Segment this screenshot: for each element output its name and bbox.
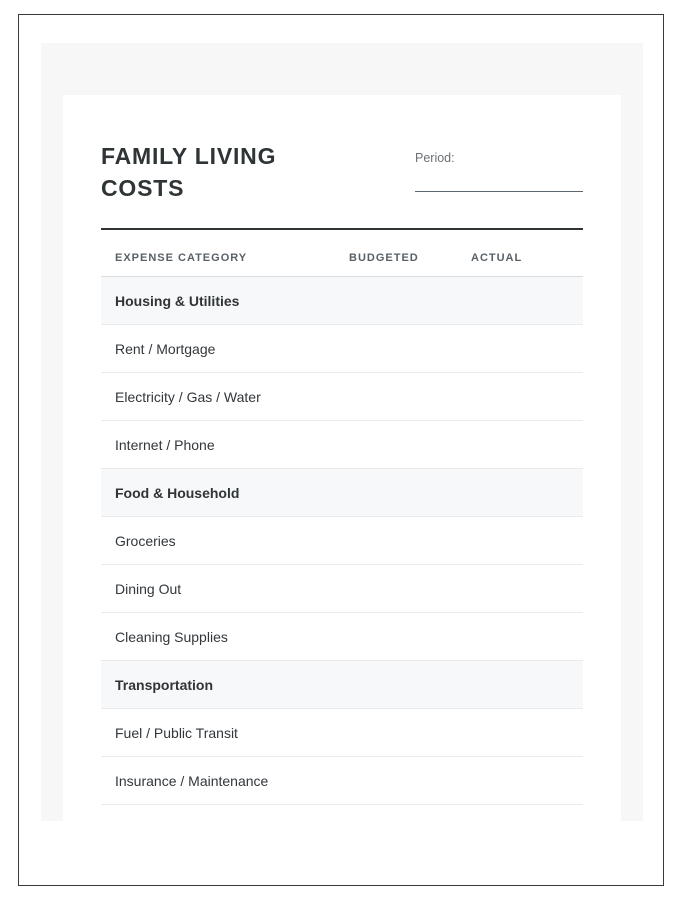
budgeted-cell xyxy=(349,277,471,325)
budgeted-cell[interactable] xyxy=(349,709,471,757)
budgeted-cell[interactable] xyxy=(349,373,471,421)
actual-cell[interactable] xyxy=(471,613,583,661)
budgeted-cell[interactable] xyxy=(349,565,471,613)
expense-table xyxy=(101,230,583,805)
table-section-row xyxy=(101,469,583,517)
section-label: Food & Household xyxy=(101,469,349,517)
period-field-group xyxy=(415,151,583,192)
actual-cell[interactable] xyxy=(471,517,583,565)
expense-category-label: Groceries xyxy=(101,517,349,565)
expense-category-label: Insurance / Maintenance xyxy=(101,757,349,805)
budgeted-cell[interactable] xyxy=(349,325,471,373)
expense-table-body xyxy=(101,277,583,805)
table-header-row xyxy=(101,230,583,277)
table-section-row xyxy=(101,277,583,325)
period-label: Period: xyxy=(415,151,455,165)
column-header-category: EXPENSE CATEGORY xyxy=(101,230,349,277)
column-header-actual: ACTUAL xyxy=(471,230,583,277)
budgeted-cell[interactable] xyxy=(349,517,471,565)
actual-cell[interactable] xyxy=(471,565,583,613)
expense-category-label: Electricity / Gas / Water xyxy=(101,373,349,421)
budgeted-cell xyxy=(349,661,471,709)
document-viewport[interactable] xyxy=(41,43,643,821)
document-header xyxy=(101,141,583,204)
actual-cell xyxy=(471,277,583,325)
actual-cell[interactable] xyxy=(471,421,583,469)
actual-cell[interactable] xyxy=(471,325,583,373)
section-label: Housing & Utilities xyxy=(101,277,349,325)
expense-category-label: Internet / Phone xyxy=(101,421,349,469)
budgeted-cell xyxy=(349,469,471,517)
expense-category-label: Cleaning Supplies xyxy=(101,613,349,661)
table-row xyxy=(101,709,583,757)
table-row xyxy=(101,373,583,421)
expense-category-label: Fuel / Public Transit xyxy=(101,709,349,757)
table-row xyxy=(101,565,583,613)
expense-category-label: Rent / Mortgage xyxy=(101,325,349,373)
budgeted-cell[interactable] xyxy=(349,757,471,805)
actual-cell xyxy=(471,661,583,709)
actual-cell xyxy=(471,469,583,517)
actual-cell[interactable] xyxy=(471,709,583,757)
budgeted-cell[interactable] xyxy=(349,421,471,469)
period-input-line[interactable] xyxy=(415,191,583,192)
actual-cell[interactable] xyxy=(471,757,583,805)
table-row xyxy=(101,517,583,565)
column-header-budgeted: BUDGETED xyxy=(349,230,471,277)
section-label: Transportation xyxy=(101,661,349,709)
table-row xyxy=(101,757,583,805)
page-title: FAMILY LIVING COSTS xyxy=(101,143,277,201)
table-row xyxy=(101,325,583,373)
budgeted-cell[interactable] xyxy=(349,613,471,661)
table-row xyxy=(101,421,583,469)
table-row xyxy=(101,613,583,661)
document-page-frame xyxy=(18,14,664,886)
actual-cell[interactable] xyxy=(471,373,583,421)
table-section-row xyxy=(101,661,583,709)
document-sheet xyxy=(63,95,621,821)
expense-category-label: Dining Out xyxy=(101,565,349,613)
expense-table-head xyxy=(101,230,583,277)
